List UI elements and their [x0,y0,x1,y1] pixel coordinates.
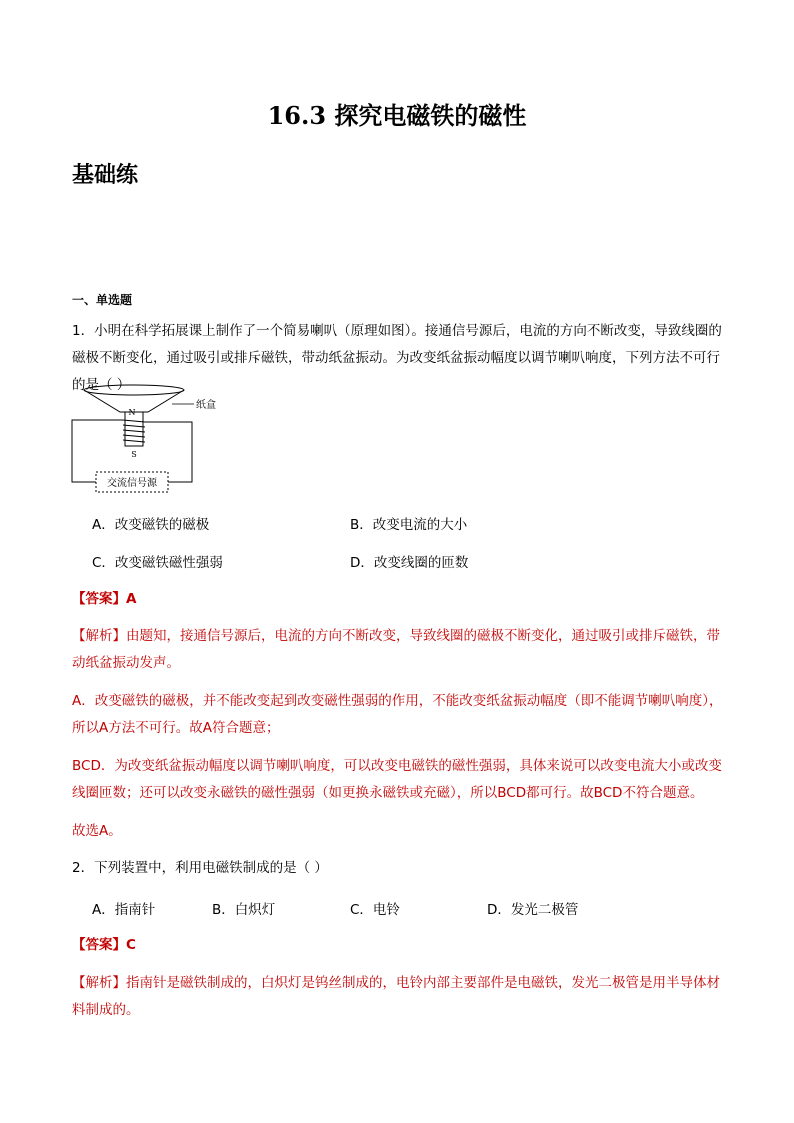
q2-answer: 【答案】C [72,937,136,953]
question-1-stem: 1．小明在科学拓展课上制作了一个简易喇叭（原理如图）。接通信号源后，电流的方向不断改变，导致线圈的磁极不断变化，通过吸引或排斥磁铁，带动纸盆振动。为改变纸盆振动幅度以调节喇叭响度，下列方法不可行的是（ ） [72,323,722,393]
q1-option-c: C．改变磁铁磁性强弱 [92,555,223,571]
speaker-diagram [68,384,228,496]
q2-option-c: C．电铃 [350,902,400,918]
q2-option-d: D．发光二极管 [487,902,579,918]
section-subtitle: 基础练 [72,162,139,188]
q1-analysis-1: 【解析】由题知，接通信号源后，电流的方向不断改变，导致线圈的磁极不断变化，通过吸引或排斥磁铁，带动纸盆振动发声。 [72,628,720,671]
section-heading: 一、单选题 [72,293,133,307]
q1-analysis-3: BCD．为改变纸盆振动幅度以调节喇叭响度，可以改变电磁铁的磁性强弱，具体来说可以改变电流大小或改变线圈匝数；还可以改变永磁铁的磁性强弱（如更换永磁铁或充磁），所以BCD都可行。故BCD不符合题意。 [72,758,722,801]
question-2-stem: 2．下列装置中，利用电磁铁制成的是（ ） [72,860,328,876]
label-paper-box: 纸盒 [196,400,216,411]
q2-analysis: 【解析】指南针是磁铁制成的，白炽灯是钨丝制成的，电铃内部主要部件是电磁铁，发光二极管是用半导体材料制成的。 [72,975,720,1018]
q1-option-b: B．改变电流的大小 [350,517,468,533]
label-signal-source: 交流信号源 [107,478,157,489]
label-s: S [131,450,137,459]
q1-option-d: D．改变线圈的匝数 [350,555,469,571]
q1-option-a: A．改变磁铁的磁极 [92,517,210,533]
q2-option-b: B．白炽灯 [212,902,276,918]
q1-analysis-2: A．改变磁铁的磁极，并不能改变起到改变磁性强弱的作用，不能改变纸盆振动幅度（即不能调节喇叭响度），所以A方法不可行。故A符合题意； [72,693,723,736]
q1-answer: 【答案】A [72,591,137,607]
q2-option-a: A．指南针 [92,902,156,918]
page-title: 16.3 探究电磁铁的磁性 [267,101,527,130]
q1-conclusion: 故选A。 [72,823,122,839]
label-n: N [128,408,136,417]
